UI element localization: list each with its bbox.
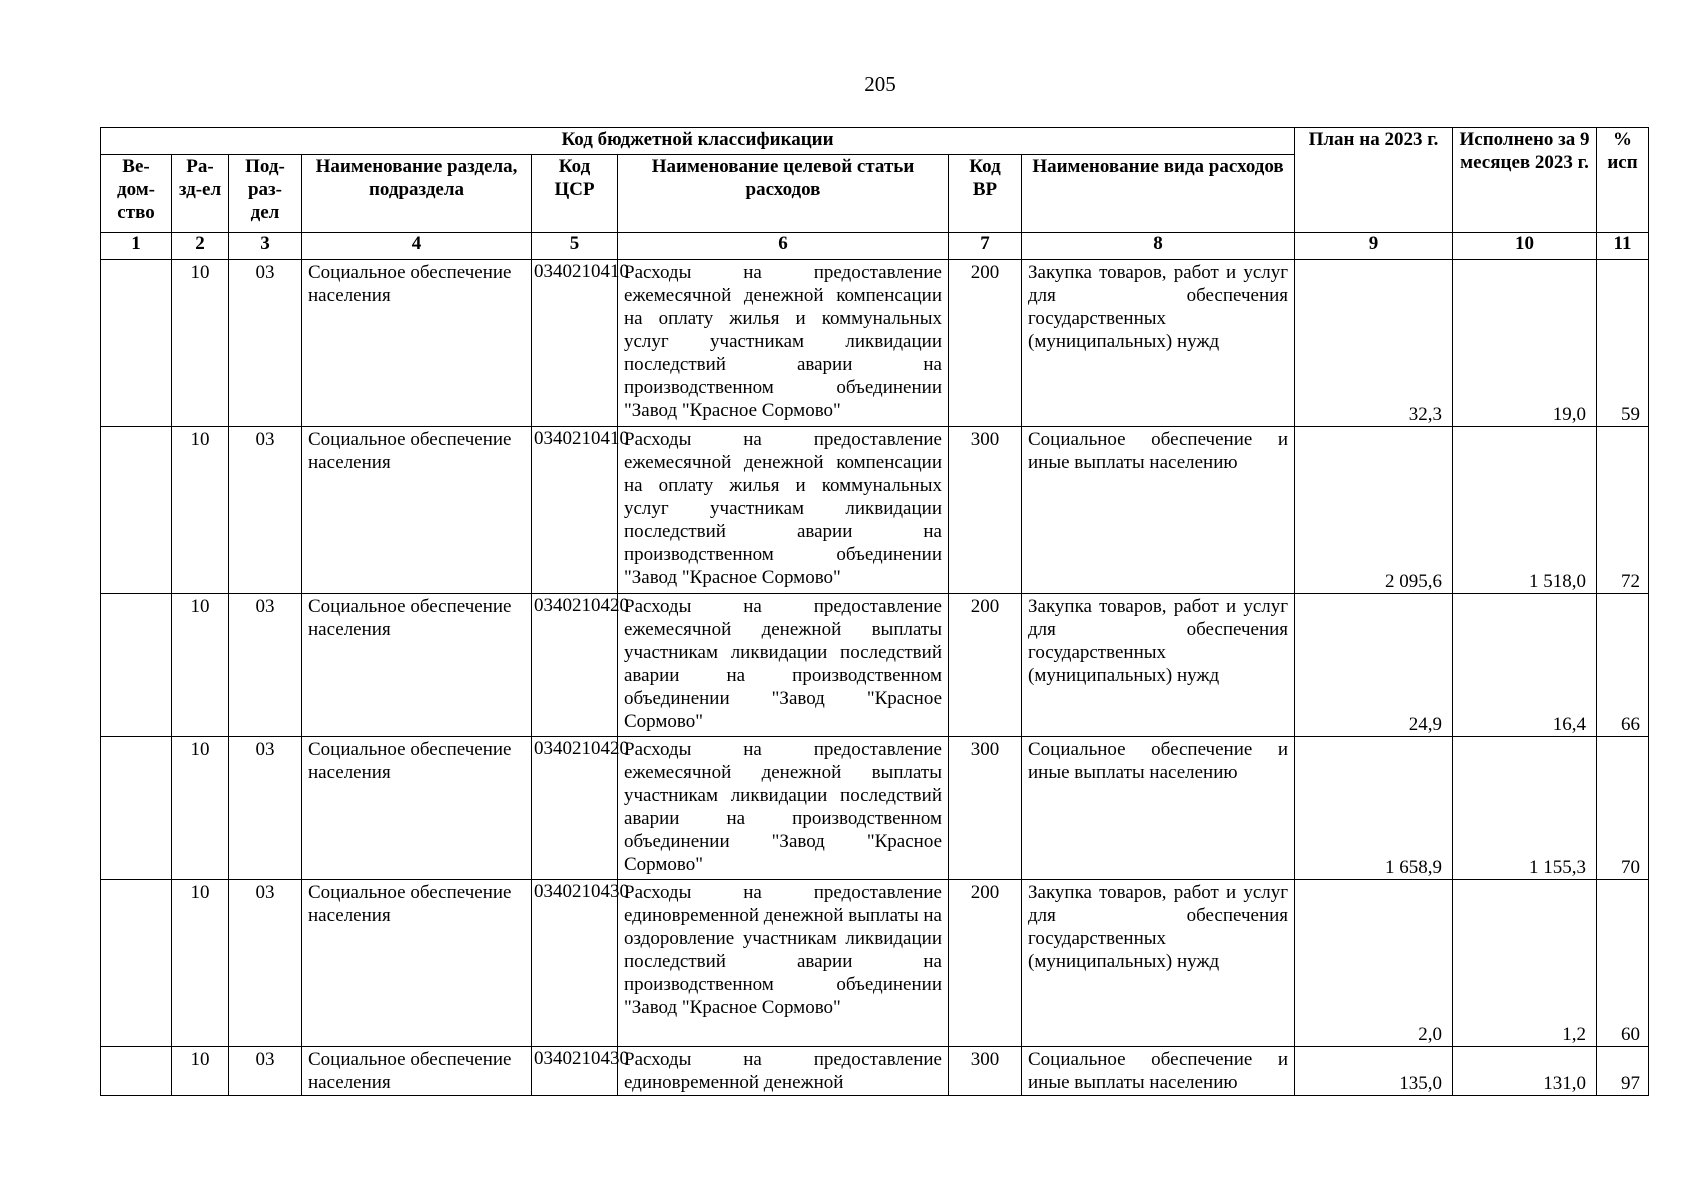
cell-percent: 97 bbox=[1597, 1047, 1649, 1096]
cell-vedomstvo bbox=[101, 260, 172, 427]
cell-executed: 1,2 bbox=[1453, 880, 1597, 1047]
cell-vr-name: Социальное обеспечение и иные выплаты населению bbox=[1022, 1047, 1295, 1096]
cell-razdel: 10 bbox=[172, 737, 229, 880]
cell-vedomstvo bbox=[101, 1047, 172, 1096]
header-vr-name: Наименование вида расходов bbox=[1022, 155, 1295, 233]
column-number: 6 bbox=[618, 233, 949, 260]
cell-percent: 60 bbox=[1597, 880, 1649, 1047]
table-header bbox=[101, 128, 1649, 260]
cell-razdel-name: Социальное обеспечение населения bbox=[302, 880, 532, 1047]
cell-vr-name: Закупка товаров, работ и услуг для обеспечения государственных (муниципальных) нужд bbox=[1022, 260, 1295, 427]
cell-vr-name: Социальное обеспечение и иные выплаты населению bbox=[1022, 737, 1295, 880]
cell-vr: 300 bbox=[949, 737, 1022, 880]
cell-executed: 19,0 bbox=[1453, 260, 1597, 427]
budget-table bbox=[100, 127, 1649, 1096]
cell-csr: 0340210420 bbox=[532, 737, 618, 880]
cell-plan: 1 658,9 bbox=[1295, 737, 1453, 880]
cell-executed: 16,4 bbox=[1453, 594, 1597, 737]
column-number: 10 bbox=[1453, 233, 1597, 260]
cell-percent: 66 bbox=[1597, 594, 1649, 737]
table-row bbox=[101, 594, 1649, 737]
column-number: 3 bbox=[229, 233, 302, 260]
cell-vr-name: Закупка товаров, работ и услуг для обеспечения государственных (муниципальных) нужд bbox=[1022, 594, 1295, 737]
cell-csr: 0340210410 bbox=[532, 427, 618, 594]
column-number: 2 bbox=[172, 233, 229, 260]
cell-plan: 24,9 bbox=[1295, 594, 1453, 737]
cell-vr: 200 bbox=[949, 594, 1022, 737]
header-executed: Исполнено за 9 месяцев 2023 г. bbox=[1453, 128, 1597, 233]
cell-vedomstvo bbox=[101, 594, 172, 737]
cell-razdel-name: Социальное обеспечение населения bbox=[302, 737, 532, 880]
table-row bbox=[101, 880, 1649, 1047]
cell-csr: 0340210430 bbox=[532, 880, 618, 1047]
table-row bbox=[101, 737, 1649, 880]
cell-podrazdel: 03 bbox=[229, 427, 302, 594]
cell-target-name: Расходы на предоставление единовременной денежной выплаты на оздоровление участникам ликвидации последствий аварии на производственном объединении "Завод "Красное Сормово" bbox=[618, 880, 949, 1047]
cell-razdel: 10 bbox=[172, 880, 229, 1047]
table-row bbox=[101, 260, 1649, 427]
cell-target-name: Расходы на предоставление ежемесячной денежной компенсации на оплату жилья и коммунальных услуг участникам ликвидации последствий аварии на производственном объединении "Завод "Красное Сормово" bbox=[618, 427, 949, 594]
cell-podrazdel: 03 bbox=[229, 260, 302, 427]
cell-razdel-name: Социальное обеспечение населения bbox=[302, 594, 532, 737]
column-number: 1 bbox=[101, 233, 172, 260]
cell-executed: 1 518,0 bbox=[1453, 427, 1597, 594]
cell-vr: 200 bbox=[949, 260, 1022, 427]
cell-podrazdel: 03 bbox=[229, 594, 302, 737]
header-vedomstvo: Ве-дом-ство bbox=[101, 155, 172, 233]
cell-vedomstvo bbox=[101, 427, 172, 594]
header-percent: % исп bbox=[1597, 128, 1649, 233]
cell-target-name: Расходы на предоставление ежемесячной денежной выплаты участникам ликвидации последствий аварии на производственном объединении "Завод "Красное Сормово" bbox=[618, 594, 949, 737]
cell-razdel-name: Социальное обеспечение населения bbox=[302, 1047, 532, 1096]
cell-executed: 1 155,3 bbox=[1453, 737, 1597, 880]
cell-plan: 32,3 bbox=[1295, 260, 1453, 427]
cell-csr: 0340210430 bbox=[532, 1047, 618, 1096]
page-number: 205 bbox=[864, 72, 896, 96]
header-vr: Код ВР bbox=[949, 155, 1022, 233]
header-csr: Код ЦСР bbox=[532, 155, 618, 233]
cell-razdel: 10 bbox=[172, 594, 229, 737]
cell-podrazdel: 03 bbox=[229, 880, 302, 1047]
cell-plan: 2,0 bbox=[1295, 880, 1453, 1047]
column-number: 8 bbox=[1022, 233, 1295, 260]
cell-percent: 70 bbox=[1597, 737, 1649, 880]
cell-vedomstvo bbox=[101, 880, 172, 1047]
header-razdel-name: Наименование раздела, подраздела bbox=[302, 155, 532, 233]
cell-executed: 131,0 bbox=[1453, 1047, 1597, 1096]
cell-vr-name: Социальное обеспечение и иные выплаты населению bbox=[1022, 427, 1295, 594]
cell-vr: 300 bbox=[949, 1047, 1022, 1096]
cell-target-name: Расходы на предоставление единовременной денежной bbox=[618, 1047, 949, 1096]
cell-vr-name: Закупка товаров, работ и услуг для обеспечения государственных (муниципальных) нужд bbox=[1022, 880, 1295, 1047]
cell-vedomstvo bbox=[101, 737, 172, 880]
column-number: 9 bbox=[1295, 233, 1453, 260]
cell-percent: 59 bbox=[1597, 260, 1649, 427]
cell-plan: 2 095,6 bbox=[1295, 427, 1453, 594]
column-number: 5 bbox=[532, 233, 618, 260]
column-number: 11 bbox=[1597, 233, 1649, 260]
header-budget-classification: Код бюджетной классификации bbox=[101, 128, 1295, 155]
header-podrazdel: Под-раз-дел bbox=[229, 155, 302, 233]
table-row bbox=[101, 1047, 1649, 1096]
cell-podrazdel: 03 bbox=[229, 1047, 302, 1096]
cell-target-name: Расходы на предоставление ежемесячной денежной компенсации на оплату жилья и коммунальных услуг участникам ликвидации последствий аварии на производственном объединении "Завод "Красное Сормово" bbox=[618, 260, 949, 427]
cell-razdel: 10 bbox=[172, 1047, 229, 1096]
cell-csr: 0340210410 bbox=[532, 260, 618, 427]
cell-razdel-name: Социальное обеспечение населения bbox=[302, 260, 532, 427]
cell-vr: 300 bbox=[949, 427, 1022, 594]
cell-razdel-name: Социальное обеспечение населения bbox=[302, 427, 532, 594]
cell-plan: 135,0 bbox=[1295, 1047, 1453, 1096]
header-target-name: Наименование целевой статьи расходов bbox=[618, 155, 949, 233]
cell-target-name: Расходы на предоставление ежемесячной денежной выплаты участникам ликвидации последствий аварии на производственном объединении "Завод "Красное Сормово" bbox=[618, 737, 949, 880]
cell-razdel: 10 bbox=[172, 427, 229, 594]
header-plan: План на 2023 г. bbox=[1295, 128, 1453, 233]
cell-csr: 0340210420 bbox=[532, 594, 618, 737]
column-number: 4 bbox=[302, 233, 532, 260]
cell-percent: 72 bbox=[1597, 427, 1649, 594]
column-number: 7 bbox=[949, 233, 1022, 260]
cell-podrazdel: 03 bbox=[229, 737, 302, 880]
table-row bbox=[101, 427, 1649, 594]
cell-vr: 200 bbox=[949, 880, 1022, 1047]
header-razdel: Ра-зд-ел bbox=[172, 155, 229, 233]
column-number-row bbox=[101, 233, 1649, 260]
cell-razdel: 10 bbox=[172, 260, 229, 427]
